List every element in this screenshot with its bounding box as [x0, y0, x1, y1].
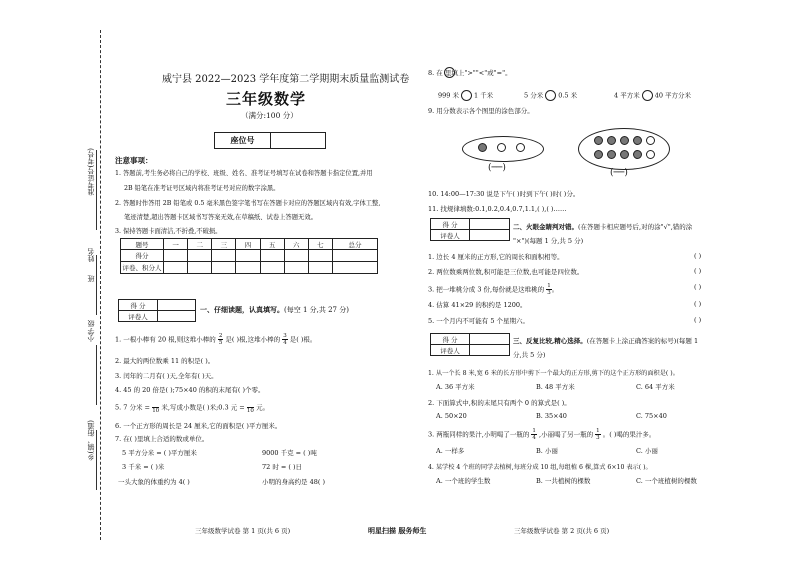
judge-item: 4. 估算 41×29 的积约是 1200。: [428, 301, 527, 309]
note-line: 1. 答题前,考生务必将自己的学校、班级、姓名、准考证号填写在试卷和答题卡指定位置,并用: [115, 170, 373, 177]
question-7: 7. 在( )里填上合适的数或单位。: [115, 435, 209, 443]
question-text: 米,写成小数是( )米;0.3 元 =: [161, 403, 245, 412]
score-box-label: 得 分: [431, 334, 470, 345]
class-label-2: 级: [87, 320, 95, 327]
judge-answer-paren[interactable]: ( ): [694, 300, 702, 308]
score-cell[interactable]: [332, 250, 377, 262]
page-footer-left: 三年级数学试卷 第 1 页(共 6 页): [195, 527, 291, 535]
question-6: 6. 一个正方形的周长是 24 厘米,它的面积是( )平方厘米。: [115, 422, 282, 430]
binding-margin: [0, 0, 110, 561]
question-text: 是( )根。: [289, 335, 317, 344]
score-table-header: 二: [188, 239, 212, 250]
score-box-label: 得 分: [119, 300, 158, 311]
choice-option[interactable]: A. 36 平方米: [436, 383, 475, 391]
score-cell[interactable]: [212, 250, 236, 262]
answer-fraction-blank-1[interactable]: (──): [488, 163, 506, 173]
shaded-dot: [620, 136, 629, 145]
empty-dot: [497, 143, 506, 152]
score-box-cell[interactable]: [470, 334, 510, 345]
q8-row: [438, 90, 493, 101]
score-table-header: 四: [236, 239, 260, 250]
judge-item: 3. 把一堆桃分成 3 份,每份就是这堆桃的 $\frac{1}{3}$ 。: [428, 283, 559, 296]
section3-score-box: [430, 333, 510, 356]
section3-heading: [513, 336, 698, 345]
compare-right: 40 平方分米: [654, 91, 692, 100]
score-cell[interactable]: [308, 250, 332, 262]
choice-option[interactable]: A. 一样多: [436, 447, 465, 455]
q7-item: 5 平方分米 = ( )平方厘米: [122, 449, 197, 457]
q7-item: 3 千米 = ( )米: [122, 463, 165, 471]
score-box-label: 评卷人: [431, 345, 470, 356]
choice-option[interactable]: B. 48 平方米: [536, 383, 575, 391]
exam-number-line: [96, 150, 97, 230]
fraction-blank[interactable]: 10: [152, 401, 159, 414]
choice-option[interactable]: C. 小丽: [636, 447, 658, 455]
choice-option[interactable]: A. 一个班的学生数: [436, 477, 491, 485]
judge-answer-paren[interactable]: ( ): [694, 283, 702, 291]
note-line: 3. 保持答题卡面清洁,不折叠,不破损。: [115, 228, 222, 235]
full-score: （满分:100 分）: [241, 111, 298, 120]
q7-item: 9000 千克 = ( )吨: [262, 449, 317, 457]
question-text: 元。: [256, 403, 270, 412]
score-table-header: 七: [308, 239, 332, 250]
section3-title: 三、反复比较,精心选择。: [513, 337, 587, 345]
shaded-dot: [607, 150, 616, 159]
score-cell[interactable]: [308, 262, 332, 274]
choice-question: 4. 某学校 4 个班的同学去植树,每班分成 10 组,每组植 6 棵,算式 6×10 表示( )。: [428, 464, 652, 471]
town-label: 乡(镇、街道): [87, 420, 95, 461]
shaded-dot: [594, 136, 603, 145]
choice-question: 1. 从一个长 8 米,宽 6 米的长方形中剪下一个最大的正方形,剪下的这个正方形的面积是( )。: [428, 370, 679, 377]
score-table-header: 一: [164, 239, 188, 250]
name-label: 姓名: [87, 248, 95, 262]
section1-title: 一、仔细读题，认真填写。: [200, 305, 284, 314]
section2-score-box: [430, 218, 510, 241]
choice-option[interactable]: C. 一个班植树的棵数: [636, 477, 697, 485]
question-text: 。( )喝的果汁多。: [602, 430, 656, 439]
town-line: [96, 430, 97, 490]
section3-note: (在答题卡上涂正确答案的标号)(每题 1: [586, 337, 699, 345]
score-box-cell[interactable]: [158, 300, 196, 311]
judge-item: 5. 一个月内不可能有 5 个星期六。: [428, 317, 530, 325]
name-line: [96, 255, 97, 315]
question-5: [115, 401, 269, 414]
oval-figure-2: [578, 128, 670, 170]
question-text: 3. 两瓶同样的果汁,小明喝了一瓶的: [428, 430, 530, 439]
compare-left: 5 分米: [524, 91, 544, 100]
score-table-header: 三: [212, 239, 236, 250]
q7-item: 一头大象的体重约为 4( ): [118, 478, 190, 486]
score-cell[interactable]: [236, 250, 260, 262]
q8-row: [614, 90, 691, 101]
judge-item: 2. 两位数乘两位数,积可能是三位数,也可能是四位数。: [428, 268, 584, 276]
shaded-dot: [620, 150, 629, 159]
compare-left: 4 平方米: [614, 91, 640, 100]
score-table-header: 五: [260, 239, 284, 250]
section1-score-box: [118, 299, 196, 322]
note-line: 2B 铅笔在准考证号区域内将准考证号对应的数字涂黑。: [124, 185, 280, 192]
score-box-cell[interactable]: [158, 311, 196, 322]
section2-note: (在答题卡相应题号后,对的涂"√",错的涂: [578, 223, 693, 231]
question-4: 4. 45 的 20 倍是( );75×40 的积的末尾有( )个零。: [115, 386, 265, 394]
q8-row: [524, 90, 577, 101]
shaded-dot: [594, 150, 603, 159]
choice-option[interactable]: C. 75×40: [636, 412, 667, 420]
answer-fraction-blank-2[interactable]: (──): [610, 168, 628, 178]
shaded-dot: [633, 150, 642, 159]
score-cell[interactable]: [332, 262, 377, 274]
score-box-cell[interactable]: [470, 219, 510, 230]
choice-option[interactable]: A. 50×20: [436, 412, 467, 420]
score-cell[interactable]: [188, 262, 212, 274]
subject-title: 三年级数学: [226, 90, 307, 108]
question-9: 9. 用分数表示各个图里的涂色部分。: [428, 107, 534, 115]
score-box-label: 评卷人: [119, 311, 158, 322]
section1-heading: [200, 305, 349, 315]
scan-watermark: 明星扫描 服务师生: [368, 526, 427, 535]
score-table-header: 题号: [121, 239, 164, 250]
score-cell[interactable]: [284, 262, 308, 274]
question-2: 2. 最大的两位数乘 11 的积是( )。: [115, 357, 215, 365]
school-line: [96, 345, 97, 405]
score-cell[interactable]: [188, 250, 212, 262]
score-row-label: 评卷、积分人: [121, 262, 164, 274]
question-11: 11. 找规律填数:0.1,0.2,0.4,0.7,1.1,( ),( )……: [428, 205, 567, 213]
score-cell[interactable]: [260, 250, 284, 262]
question-text: ,小丽喝了另一瓶的: [539, 430, 594, 439]
choice-option[interactable]: B. 35×40: [536, 412, 567, 420]
question-1: [115, 333, 316, 346]
question-text: 是( )根,这堆小棒的: [225, 335, 281, 344]
empty-dot: [646, 136, 655, 145]
school-label: 小学: [87, 328, 95, 342]
note-line: 2. 答题时作答用 2B 铅笔或 0.5 毫米黑色签字笔书写在答题卡对应的答题区域内有效,字体工整,: [115, 200, 381, 207]
judge-item: 1. 边长 4 厘米的正方形,它的周长和面积相等。: [428, 253, 564, 261]
question-text: 1. 一根小棒有 20 根,则这堆小棒的: [115, 335, 216, 344]
compare-circle[interactable]: [444, 67, 455, 78]
choice-question: 2. 下面算式中,积的末尾只有两个 0 的算式是( )。: [428, 399, 571, 407]
score-cell[interactable]: [164, 250, 188, 262]
q7-item: 小明的身高约是 48( ): [262, 478, 325, 486]
score-row-label: 得分: [121, 250, 164, 262]
compare-right: 1 千米: [473, 91, 494, 100]
question-text: 3. 把一堆桃分成 3 份,每份就是这堆桃的: [428, 285, 545, 294]
fraction: $\frac{1}{3}$: [547, 283, 551, 296]
q7-item: 72 时 = ( )日: [262, 463, 303, 471]
score-cell[interactable]: [212, 262, 236, 274]
exam-number-label: 准考证号(考号): [87, 148, 95, 196]
section2-heading: [513, 222, 692, 231]
compare-circle[interactable]: [461, 90, 472, 101]
fraction: $\frac{3}{4}$: [283, 333, 287, 346]
score-box-label: 得 分: [431, 219, 470, 230]
compare-right: 0.5 米: [558, 91, 578, 100]
score-cell[interactable]: [164, 262, 188, 274]
score-cell[interactable]: [284, 250, 308, 262]
exam-title: 威宁县 2022—2023 学年度第二学期期末质量监测试卷: [162, 74, 410, 85]
judge-answer-paren[interactable]: ( ): [694, 252, 702, 260]
score-cell[interactable]: [236, 262, 260, 274]
question-3: 3. 闰年的二月有( )天,全年有( )天。: [115, 372, 218, 380]
empty-dot: [516, 143, 525, 152]
score-table-header: 总分: [332, 239, 377, 250]
empty-dot: [646, 150, 655, 159]
choice-option[interactable]: C. 64 平方米: [636, 383, 675, 391]
question-8: 8. 在 里填上">""<"或"="。: [428, 69, 512, 77]
shaded-dot: [478, 143, 487, 152]
judge-answer-paren[interactable]: ( ): [694, 316, 702, 324]
score-cell[interactable]: [260, 262, 284, 274]
compare-circle[interactable]: [642, 90, 653, 101]
question-10: 10. 14:00—17:30 说是下午( )时到下午( )时( )分。: [428, 190, 580, 198]
page-footer-right: 三年级数学试卷 第 2 页(共 6 页): [514, 527, 610, 535]
note-line: 笔迹清楚,超出答题卡区域书写答案无效,在草稿纸、试卷上答题无效。: [124, 214, 317, 221]
notes-title: 注意事项：: [115, 156, 153, 165]
judge-answer-paren[interactable]: ( ): [694, 267, 702, 275]
cut-line: [100, 30, 101, 540]
choice-option[interactable]: B. 一共植树的棵数: [536, 477, 591, 485]
compare-circle[interactable]: [545, 90, 556, 101]
score-table: [120, 238, 378, 274]
score-box-cell[interactable]: [470, 230, 510, 241]
score-box-cell[interactable]: [470, 345, 510, 356]
fraction: $\frac{2}{5}$: [218, 333, 223, 346]
fraction: $\frac{1}{3}$: [596, 428, 600, 441]
section2-note-2: "×")(每题 1 分,共 5 分): [513, 237, 584, 245]
section1-note: (每空 1 分,共 27 分): [284, 306, 349, 314]
compare-left: 999 米: [438, 91, 459, 100]
score-box-label: 评卷人: [431, 230, 470, 241]
choice-option[interactable]: B. 小丽: [536, 447, 558, 455]
score-table-header: 六: [284, 239, 308, 250]
choice-question: [428, 428, 655, 441]
class-label-1: 班: [87, 275, 95, 282]
seat-number-box: [214, 132, 326, 149]
question-text: 5. 7 分米 =: [115, 403, 150, 412]
fraction: $\frac{1}{4}$: [532, 428, 536, 441]
shaded-dot: [607, 136, 616, 145]
section2-title: 二、火眼金睛判对错。: [513, 223, 578, 231]
fraction-blank[interactable]: 10: [247, 401, 254, 414]
section3-note-2: 分,共 5 分): [513, 351, 546, 359]
seat-number-label: 座位号: [215, 133, 271, 148]
seat-number-field[interactable]: [271, 133, 325, 148]
shaded-dot: [633, 136, 642, 145]
